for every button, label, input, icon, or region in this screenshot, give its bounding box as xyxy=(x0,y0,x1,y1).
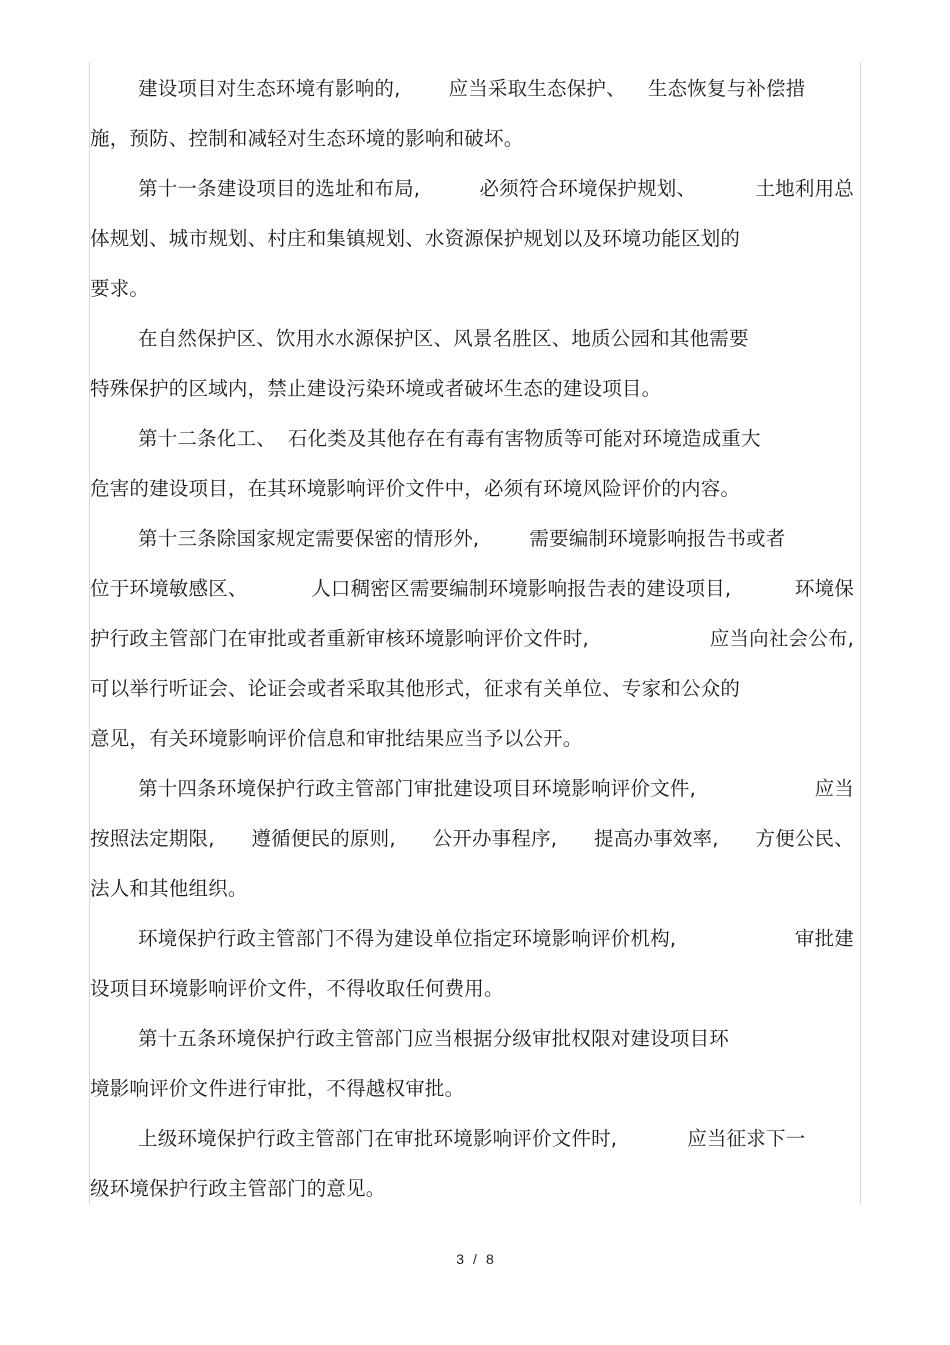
text-segment: 应当向社会公布, xyxy=(709,627,854,650)
text-segment: 应当采取生态保护、 xyxy=(448,77,626,100)
text-segment: 人口稠密区需要编制环境影响报告表的建设项目, xyxy=(311,577,732,600)
text-segment: 特殊保护的区域内，禁止建设污染环境或者破坏生态的建设项目。 xyxy=(90,377,662,400)
text-segment: 土地利用总 xyxy=(755,177,854,200)
text-line xyxy=(90,214,854,264)
text-segment: 应当 xyxy=(814,777,854,800)
text-segment: 审批建 xyxy=(794,927,854,950)
text-segment: 意见，有关环境影响评价信息和审批结果应当予以公开。 xyxy=(90,727,583,750)
text-segment: 遵循便民的原则, xyxy=(251,827,396,850)
text-segment: 上级环境保护行政主管部门在审批环境影响评价文件时, xyxy=(138,1127,618,1150)
text-line xyxy=(90,1114,854,1164)
text-segment: 按照法定期限, xyxy=(90,827,215,850)
text-segment: 需要编制环境影响报告书或者 xyxy=(529,527,786,550)
text-segment: 要求。 xyxy=(90,277,150,300)
text-segment: 危害的建设项目，在其环境影响评价文件中，必须有环境风险评价的内容。 xyxy=(90,477,741,500)
text-segment: 可以举行听证会、论证会或者采取其他形式，征求有关单位、专家和公众的 xyxy=(90,677,741,700)
text-segment: 方便公民、 xyxy=(755,827,854,850)
text-line xyxy=(90,564,854,614)
page-number-separator: / xyxy=(473,1251,477,1267)
text-line xyxy=(90,864,854,914)
text-segment: 建设项目对生态环境有影响的, xyxy=(138,77,401,100)
text-line xyxy=(90,164,854,214)
text-line xyxy=(90,464,854,514)
text-line xyxy=(90,964,854,1014)
text-line xyxy=(90,514,854,564)
text-segment: 环境保 xyxy=(794,577,854,600)
text-line xyxy=(90,614,854,664)
text-segment: 护行政主管部门在审批或者重新审核环境影响评价文件时, xyxy=(90,627,589,650)
text-line xyxy=(90,264,854,314)
text-line xyxy=(90,364,854,414)
text-segment: 公开办事程序, xyxy=(432,827,558,850)
text-line xyxy=(90,414,854,464)
text-segment: 境影响评价文件进行审批，不得越权审批。 xyxy=(90,1077,465,1100)
text-segment: 第十一条建设项目的选址和布局, xyxy=(138,177,421,200)
text-segment: 应当征求下一 xyxy=(687,1127,806,1150)
document-body xyxy=(90,64,854,1214)
text-segment: 生态恢复与补偿措 xyxy=(647,77,806,100)
text-segment: 第十二条化工、 xyxy=(138,427,276,450)
text-segment: 环境保护行政主管部门不得为建设单位指定环境影响评价机构, xyxy=(138,927,677,950)
text-segment: 提高办事效率, xyxy=(594,827,719,850)
text-segment: 在自然保护区、饮用水水源保护区、风景名胜区、地质公园和其他需要 xyxy=(138,327,749,350)
page-border-right xyxy=(860,62,861,1205)
total-page-count: 8 xyxy=(485,1251,494,1267)
text-line xyxy=(90,1064,854,1114)
text-segment: 法人和其他组织。 xyxy=(90,877,248,900)
current-page-number: 3 xyxy=(456,1251,465,1267)
text-segment: 级环境保护行政主管部门的意见。 xyxy=(90,1177,386,1200)
text-segment: 石化类及其他存在有毒有害物质等可能对环境造成重大 xyxy=(287,427,761,450)
text-line xyxy=(90,114,854,164)
text-segment: 体规划、城市规划、村庄和集镇规划、水资源保护规划以及环境功能区划的 xyxy=(90,227,741,250)
text-segment: 位于环境敏感区、 xyxy=(90,577,248,600)
text-line xyxy=(90,764,854,814)
text-line xyxy=(90,1014,854,1064)
text-segment: 必须符合环境保护规划、 xyxy=(479,177,697,200)
page-number xyxy=(0,1249,950,1269)
text-line xyxy=(90,914,854,964)
text-line xyxy=(90,1164,854,1214)
text-segment: 第十五条环境保护行政主管部门应当根据分级审批权限对建设项目环 xyxy=(138,1027,730,1050)
text-segment: 第十四条环境保护行政主管部门审批建设项目环境影响评价文件, xyxy=(138,777,696,800)
text-line xyxy=(90,714,854,764)
text-segment: 施，预防、控制和减轻对生态环境的影响和破坏。 xyxy=(90,127,524,150)
text-line xyxy=(90,664,854,714)
text-line xyxy=(90,314,854,364)
text-segment: 第十三条除国家规定需要保密的情形外, xyxy=(138,527,480,550)
text-line xyxy=(90,64,854,114)
text-segment: 设项目环境影响评价文件，不得收取任何费用。 xyxy=(90,977,504,1000)
text-line xyxy=(90,814,854,864)
